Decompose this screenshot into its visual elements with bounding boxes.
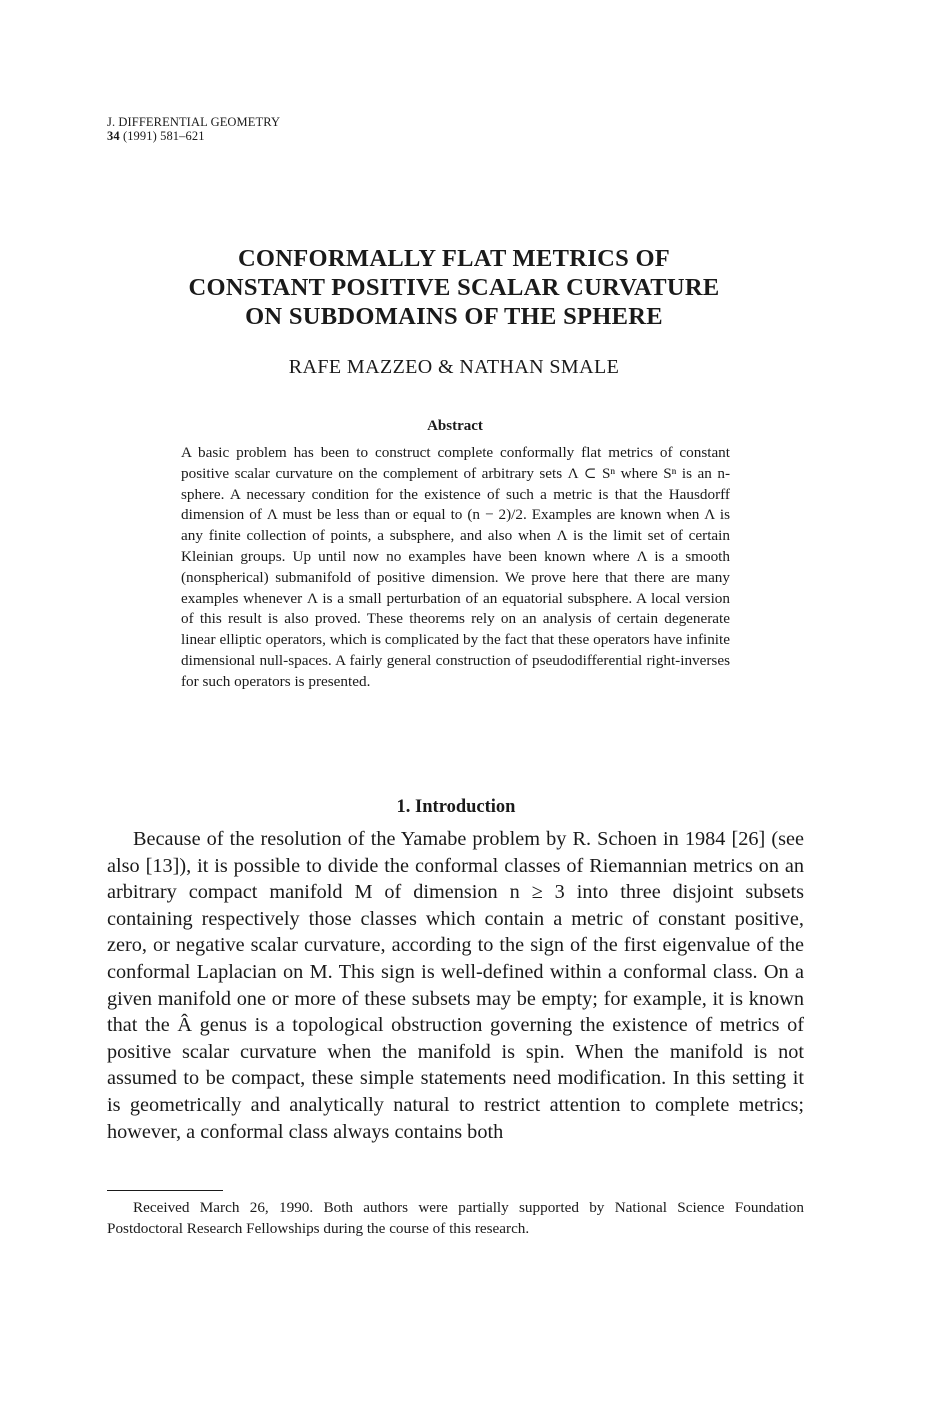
- journal-volume: 34: [107, 129, 120, 143]
- abstract-text: A basic problem has been to construct complete conformally flat metrics of constant positive scalar curvature on the complement of arbitrary sets Λ ⊂ Sⁿ where Sⁿ is an n-sphere. A necessary condition for the existence of such a metric is that the Hausdorff dimension of Λ must be less than or equal to (n − 2)/2. Examples are known when Λ is any finite collection of points, a subsphere, and also when Λ is the limit set of certain Kleinian groups. Up until now no examples have been known where Λ is a smooth (nonspherical) submanifold of positive dimension. We prove here that there are many examples whenever Λ is a small perturbation of an equatorial subsphere. A local version of this result is also proved. These theorems rely on an analysis of certain degenerate linear elliptic operators, which is complicated by the fact that these operators have infinite dimensional null-spaces. A fairly general construction of pseudodifferential right-inverses for such operators is presented.: [181, 444, 730, 690]
- introduction-text: Because of the resolution of the Yamabe problem by R. Schoen in 1984 [26] (see also [13]), it is possible to divide the conformal classes of Riemannian metrics on an arbitrary compact manifold M of dimension n ≥ 3 into three disjoint subsets containing respectively those classes which contain a metric of constant positive, zero, or negative scalar curvature, according to the sign of the first eigenvalue of the conformal Laplacian on M. This sign is well-defined within a conformal class. On a given manifold one or more of these subsets may be empty; for example, it is known that the Â genus is a topological obstruction governing the existence of metrics of positive scalar curvature when the manifold is spin. When the manifold is not assumed to be compact, these simple statements need modification. In this setting it is geometrically and analytically natural to restrict attention to complete metrics; however, a conformal class always contains both: [107, 828, 804, 1143]
- abstract-heading: Abstract: [427, 418, 483, 434]
- section-heading: 1. Introduction: [396, 797, 516, 817]
- footnote-rule: [107, 1190, 223, 1191]
- authors: RAFE MAZZEO & NATHAN SMALE: [288, 356, 620, 378]
- journal-citation: [107, 129, 280, 143]
- journal-issue-info: (1991) 581–621: [122, 129, 205, 143]
- introduction-body: [107, 826, 804, 1145]
- footnote-text: Received March 26, 1990. Both authors were partially supported by National Science Foundation Postdoctoral Research Fellowships during the course of this research.: [107, 1199, 804, 1237]
- footnote: [107, 1197, 804, 1239]
- journal-header: [107, 115, 280, 143]
- paper-title: [0, 244, 908, 331]
- abstract-body: [181, 443, 730, 693]
- title-line: ON SUBDOMAINS OF THE SPHERE: [245, 303, 663, 330]
- journal-name: J. DIFFERENTIAL GEOMETRY: [107, 115, 281, 129]
- title-line: CONFORMALLY FLAT METRICS OF: [237, 245, 671, 272]
- title-line: CONSTANT POSITIVE SCALAR CURVATURE: [188, 274, 720, 301]
